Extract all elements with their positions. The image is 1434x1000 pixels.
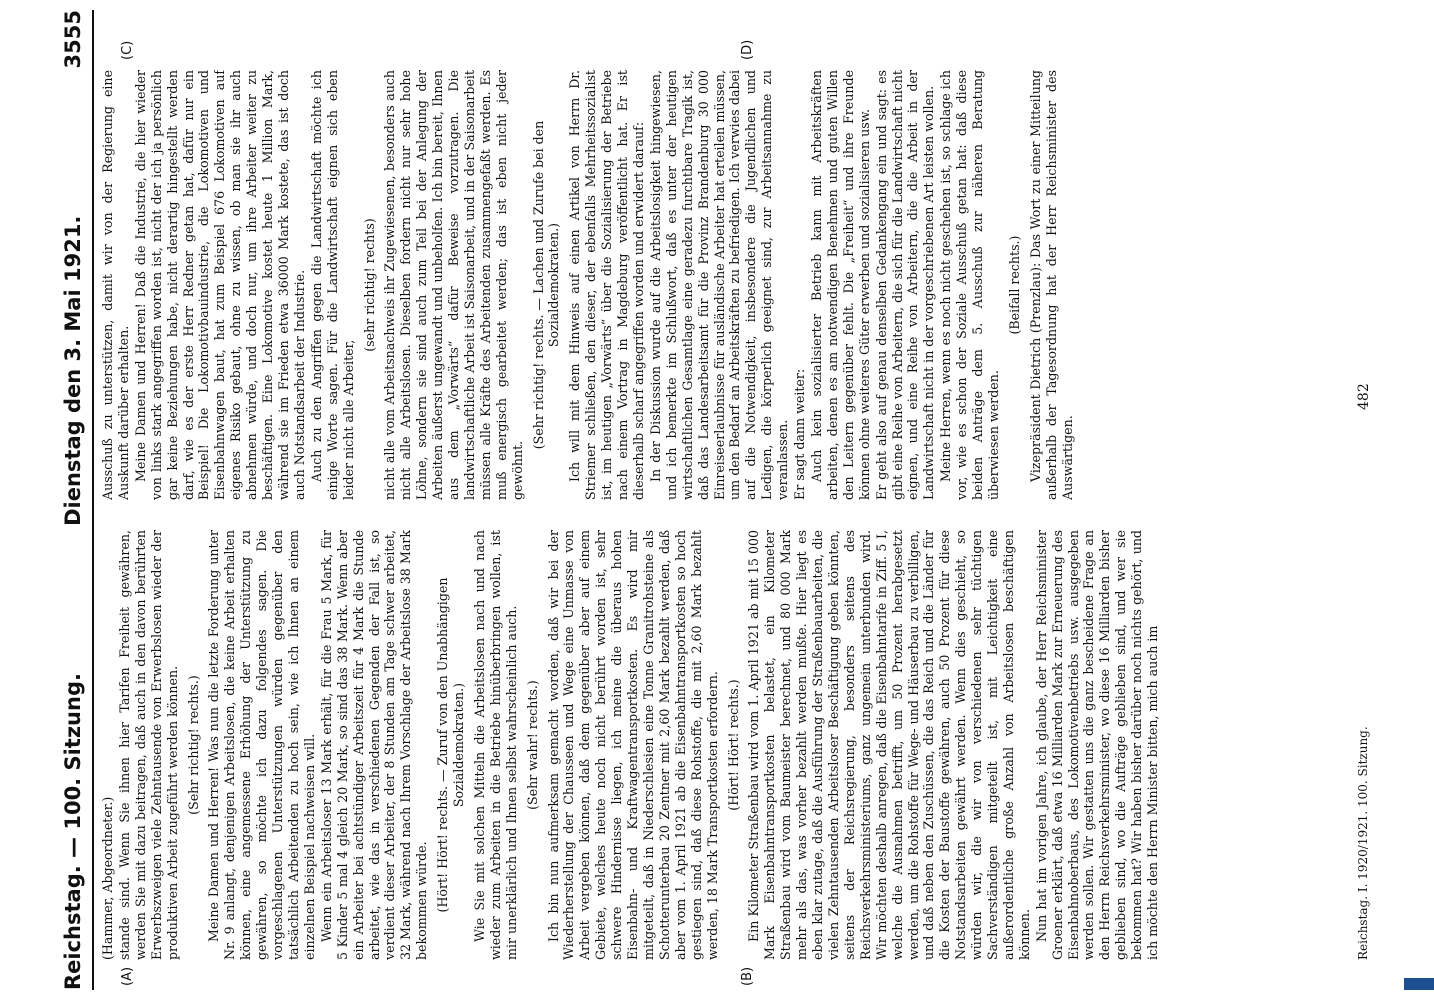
left-para: Wenn ein Arbeitsloser 13 Mark erhält, für die Frau 5 Mark, für 5 Kinder 5 mal 4 gleich 20 Mark, so sind das 38 Mark. Wenn aber ein Arbeiter bei achtstündiger Arbeitszeit für 4 Mark die Stunde arbeitet, wie das in verschiedenen Gegenden der Fall ist, so verdient dieser Arbeiter, der 8 Stunden am Tage schwer arbeitet, 32 Mark, während nach Ihrem Vorschlage der Arbeitslose 38 Mark bekommen würde. bbox=[318, 530, 430, 960]
dfg-logo bbox=[1404, 978, 1434, 990]
right-para: nicht alle vom Arbeitsnachweis ihr Zugewiesenen, besonders auch nicht alle Arbeitslosen. Dieselben fordern nicht nur sehr hohe Löhne, sondern sie sind auch zum Teil bei der Anlegung der Arbeiten äußerst ungewandt und unbeholfen. Ich bin bereit, Ihnen aus dem „Vorwärts“ dafür Beweise vorzutragen. Die landwirtschaftliche Arbeit ist Saisonarbeit, und in der Saisonarbeit müssen alle Kräfte des Arbeitenden zusammengefaßt werden. Es muß energisch gearbeitet werden; das ist eben nicht jeder gewöhnt. bbox=[382, 70, 525, 500]
header-page-number: 3555 bbox=[61, 10, 85, 69]
right-para: Er sagt dann weiter: bbox=[792, 368, 808, 500]
left-para: stande sind. Wenn Sie ihnen hier Tarifen Freiheit gewähren, werden Sie mit dazu beitragen, daß auch in den davon berührten Erwerbszweigen viele Zehntausende von Erwerbslosen wieder der produktiven Arbeit zugeführt werden können. bbox=[116, 530, 180, 960]
right-para: Auch zu den Angriffen gegen die Landwirtschaft möchte ich einige Worte sagen. Für die Landwirtschaft eignen sich eben leider nicht alle Arbeiter, bbox=[308, 70, 356, 500]
right-para: Meine Herren, wenn es noch nicht geschehen ist, so schlage ich vor, wie es schon der Soziale Ausschuß getan hat: daß diese beiden Anträge dem 5. Ausschuß zur näheren Beratung überwiesen werden. bbox=[938, 70, 1001, 500]
left-para: Nun hat im vorigen Jahre, ich glaube, der Herr Reichsminister Groener erklärt, daß etwa 16 Milliarden Mark zur Erneuerung des Eisenbahnoberbaus, des Lokomotivenbetriebs usw. ausgegeben werden sollen. Wir gestatten uns die ganz bescheidene Frage an den Herrn Reichsverkehrsminister, wo diese 16 Milliarden bisher geblieben sind, wo die Aufträge geblieben sind, und wer sie bekommen hat? Wir haben bisher darüber noch nichts gehört, und ich möchte den Herrn Minister bitten, mich auch im bbox=[1033, 530, 1161, 960]
left-para: Meine Damen und Herren! Was nun die letzte Forderung unter Nr. 9 anlangt, denjenigen Arbeitslosen, die keine Arbeit erhalten können, eine angemessene Erhöhung der Unterstützung zu gewähren, so möchte ich dazu folgendes sagen. Die vorgeschlagenen Unterstützungen würden gegenüber den tatsächlich Arbeitenden zu hoch sein, wie ich Ihnen an einem einzelnen Beispiel nachweisen will. bbox=[206, 530, 317, 960]
page-footer: Reichstag. I. 1920/1921. 100. Sitzung. bbox=[1356, 726, 1370, 960]
margin-marker-a: (A) bbox=[120, 966, 135, 986]
left-para: Wie Sie mit solchen Mitteln die Arbeitslosen nach und nach wieder zum Arbeiten in die Betriebe hinüberbringen wollen, ist mir unerklärlich und Ihnen selbst wahrscheinlich auch. bbox=[471, 530, 519, 960]
right-quote: Auch kein sozialisierter Betrieb kann mit Arbeitskräften arbeiten, denen es am notwendigen Benehmen und guten Willen den Leitern gegenüber fehlt. Die „Freiheit“ und ihre Freunde können ohne weiteres Güter erwerben und sozialisieren usw. bbox=[808, 70, 872, 500]
left-para: Ich bin nun aufmerksam gemacht worden, daß wir bei der Wiederherstellung der Chausseen und Wege eine Unmasse von Arbeit vergeben können, daß dem gegenüber aber auf einem Gebiete, welches heute noch nicht berührt worden ist, sehr schwere Hindernisse liegen, ich meine die überaus hohen Eisenbahn- und Kraftwagentransportkosten. Es wird mir mitgeteilt, daß in Niederschlesien eine Tonne Granitrohsteine als Schotterunterbau 20 Zentner mit 2,60 Mark bezahlt werden, daß aber vom 1. April 1921 ab die Eisenbahntransportkosten so hoch gestiegen sind, daß diese Rohstoffe, die mit 2,60 Mark bezahlt werden, 18 Mark Transportkosten erfordern. bbox=[545, 530, 720, 960]
header-session: Reichstag. — 100. Sitzung. bbox=[61, 673, 85, 990]
margin-marker-c: (C) bbox=[120, 40, 135, 60]
right-interjection: (sehr richtig! rechts) bbox=[361, 218, 377, 352]
right-quote: In der Diskussion wurde auf die Arbeitslosigkeit hingewiesen, und ich bemerkte im Schlußwort, daß es unter der heutigen wirtschaftlichen Gesamtlage eine geradezu furchtbare Tragik ist, daß das Landesarbeitsamt für die Provinz Brandenburg 30 000 Einreiseerlaubnisse für ausländische Arbeiter hat erteilen müssen, um den Bedarf an Arbeitskräften zu befriedigen. Ich verwies dabei auf die Notwendigkeit, insbesondere die Jugendlichen und Ledigen, die körperlich geeignet sind, zur Arbeitsannahme zu veranlassen. bbox=[647, 70, 791, 500]
header-rule bbox=[92, 10, 94, 990]
left-interjection: (Hört! Hört! rechts.) bbox=[725, 679, 741, 811]
header-date: Dienstag den 3. Mai 1921. bbox=[61, 215, 85, 526]
right-para: Meine Damen und Herren! Daß die Industrie, die hier wieder von links stark angegriffen worden ist, nicht der ich ja persönlich gar keine Beziehungen habe, nicht derartig hingestellt werden darf, wie es der erste Herr Redner getan hat, dafür nur ein Beispiel! Die Lokomotivbauindustrie, die Lokomotiven und Eisenbahnwagen baut, hat zum Beispiel 676 Lokomotiven auf eigenes Risiko gebaut, ohne zu wissen, ob man sie ihr auch abnehmen würde, und doch nur, um ihre Arbeiter weiter zu beschäftigen. Eine Lokomotive kostet heute 1 Million Mark, während sie im Frieden etwa 36000 Mark kostete, das ist doch auch Notstandsarbeit der Industrie. bbox=[132, 70, 307, 500]
folio-number: 482 bbox=[1356, 383, 1372, 410]
right-para: Er geht also auf genau denselben Gedankengang ein und sagt: es gibt eine Reihe von Arbeitern, die sich für die Landwirtschaft nicht eignen, und eine Reihe von Arbeitern, die die Arbeit in der Landwirtschaft nicht in der vorgeschriebenen Art leisten wollen. bbox=[873, 70, 937, 500]
margin-marker-b: (B) bbox=[740, 966, 755, 986]
right-interjection: (Beifall rechts.) bbox=[1006, 235, 1022, 335]
left-interjection: (Sehr richtig! rechts.) bbox=[185, 675, 201, 815]
left-interjection: (Hört! Hört! rechts. — Zuruf von den Unabhängigen Sozialdemokraten.) bbox=[435, 577, 467, 913]
funding-sidenote bbox=[1408, 8, 1430, 992]
left-para: (Hammer, Abgeordneter.) bbox=[100, 796, 115, 960]
right-column bbox=[100, 70, 1350, 500]
document-page bbox=[50, 0, 1420, 1000]
right-para: Vizepräsident Dietrich (Prenzlau): Das Wort zu einer Mitteilung außerhalb der Tagesordnung hat der Herr Reichsminister des Auswärtigen. bbox=[1027, 70, 1075, 500]
left-column bbox=[100, 530, 1350, 960]
page-header bbox=[56, 10, 90, 990]
left-interjection: (Sehr wahr! rechts.) bbox=[524, 680, 540, 810]
left-para: Ein Kilometer Straßenbau wird vom 1. April 1921 ab mit 15 000 Mark Eisenbahntransportkosten belastet, ein Kilometer Straßenbau wird vom Baumeister berechnet, und 80 000 Mark mehr als das, was vorher bezahlt werden mußte. Hier liegt es eben klar zutage, daß die Ausführung der Straßenbauarbeiten, die vielen Zehntausenden Arbeitsloser Beschäftigung geben könnten, seitens der Reichsregierung, besonders seitens des Reichsverkehrsministeriums, ganz ungemein unterbunden wird. Wir möchten deshalb anregen, daß die Eisenbahntarife in Ziff. 5 I, welche die Ausnahmen betrifft, um 50 Prozent herabgesetzt werden, um die Rohstoffe für Wege- und Häuserbau zu verbilligen, und daß neben den Zuschüssen, die das Reich und die Länder für die Kosten der Baustoffe gewähren, auch 50 Prozent für diese Notstandsarbeiten gewährt werden. Wenn dies geschieht, so würden wir, die wir von verschiedenen sehr tüchtigen Sachverständigen mitgeteilt ist, mit Leichtigkeit eine außerordentliche große Anzahl von Arbeitslosen beschäftigen können. bbox=[746, 530, 1032, 960]
right-interjection: (Sehr richtig! rechts. — Lachen und Zurufe bei den Sozialdemokraten.) bbox=[530, 120, 562, 450]
margin-marker-d: (D) bbox=[740, 39, 755, 60]
right-para: Ich will mit dem Hinweis auf einen Artikel von Herrn Dr. Striemer schließen, den dieser, der ebenfalls Mehrheitssozialist ist, im heutigen „Vorwärts“ über die Sozialisierung der Betriebe nach einem Vortrag in Magdeburg veröffentlicht hat. Er ist dieserhalb scharf angegriffen worden und erwidert darauf: bbox=[567, 70, 646, 500]
right-para: Ausschuß zu unterstützen, damit wir von der Regierung eine Auskunft darüber erhalten. bbox=[100, 70, 131, 500]
